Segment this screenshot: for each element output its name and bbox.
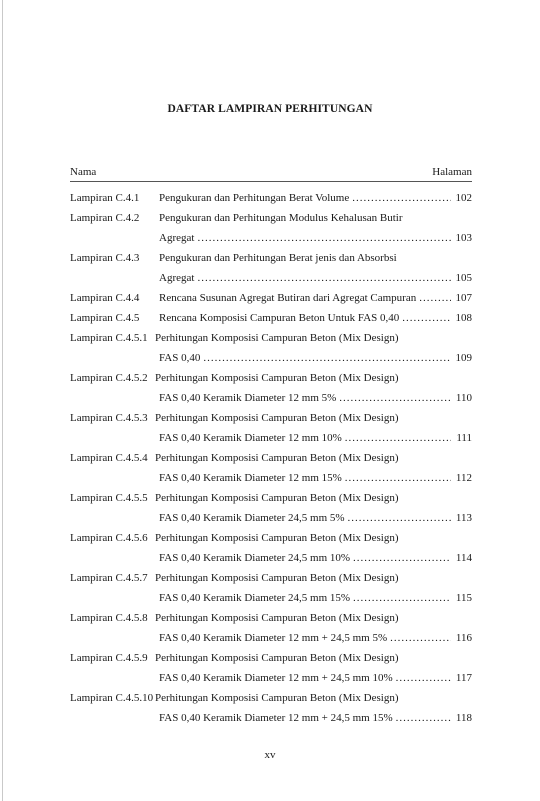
appendix-code: Lampiran C.4.2 — [70, 212, 140, 224]
appendix-entry-line — [159, 191, 472, 205]
appendix-page-number: 105 — [455, 272, 472, 284]
appendix-page-number: 102 — [455, 192, 472, 204]
appendix-entry-line — [159, 291, 472, 305]
appendix-title: Perhitungan Komposisi Campuran Beton (Mix Design) — [155, 572, 399, 584]
dot-leader — [345, 471, 451, 485]
appendix-page-number: 115 — [455, 592, 472, 604]
appendix-title: Perhitungan Komposisi Campuran Beton (Mix Design) — [155, 492, 399, 504]
appendix-title: Perhitungan Komposisi Campuran Beton (Mix Design) — [155, 412, 399, 424]
appendix-page-number: 108 — [455, 312, 472, 324]
dot-leader — [396, 711, 451, 725]
appendix-entry-line — [159, 711, 472, 725]
appendix-title: Agregat — [159, 232, 195, 244]
dot-leader — [197, 231, 451, 245]
appendix-title: Pengukuran dan Perhitungan Berat Volume — [159, 192, 350, 204]
appendix-page-number: 110 — [455, 392, 472, 404]
appendix-code: Lampiran C.4.5.9 — [70, 652, 148, 664]
appendix-page-number: 118 — [455, 712, 472, 724]
appendix-code: Lampiran C.4.5.8 — [70, 612, 148, 624]
header-rule — [70, 181, 472, 182]
dot-leader — [203, 351, 451, 365]
dot-leader — [345, 431, 451, 445]
appendix-entry-line — [159, 271, 472, 285]
appendix-title: Perhitungan Komposisi Campuran Beton (Mix Design) — [155, 532, 399, 544]
appendix-title: FAS 0,40 Keramik Diameter 24,5 mm 15% — [159, 592, 351, 604]
page-edge — [2, 0, 3, 801]
page-title: DAFTAR LAMPIRAN PERHITUNGAN — [167, 103, 373, 115]
appendix-title: Perhitungan Komposisi Campuran Beton (Mix Design) — [155, 332, 399, 344]
appendix-title: FAS 0,40 Keramik Diameter 12 mm + 24,5 mm 5% — [159, 632, 388, 644]
appendix-title: FAS 0,40 Keramik Diameter 24,5 mm 5% — [159, 512, 345, 524]
appendix-title: Rencana Susunan Agregat Butiran dari Agregat Campuran — [159, 292, 417, 304]
appendix-code: Lampiran C.4.4 — [70, 292, 140, 304]
page-column-header: Halaman — [432, 166, 472, 178]
appendix-title: FAS 0,40 Keramik Diameter 12 mm 15% — [159, 472, 342, 484]
appendix-page-number: 103 — [455, 232, 472, 244]
appendix-page-number: 113 — [455, 512, 472, 524]
appendix-entry-line — [159, 391, 472, 405]
appendix-code: Lampiran C.4.5.4 — [70, 452, 148, 464]
appendix-title: Perhitungan Komposisi Campuran Beton (Mix Design) — [155, 372, 399, 384]
appendix-title: Agregat — [159, 272, 195, 284]
appendix-title: FAS 0,40 Keramik Diameter 12 mm + 24,5 mm 15% — [159, 712, 393, 724]
appendix-page-number: 107 — [455, 292, 472, 304]
appendix-title: FAS 0,40 — [159, 352, 201, 364]
appendix-title: Perhitungan Komposisi Campuran Beton (Mix Design) — [155, 612, 399, 624]
dot-leader — [348, 511, 451, 525]
appendix-title: Pengukuran dan Perhitungan Berat jenis dan Absorbsi — [159, 252, 397, 264]
appendix-entry-line — [159, 631, 472, 645]
appendix-entry-line — [159, 231, 472, 245]
appendix-code: Lampiran C.4.5.6 — [70, 532, 148, 544]
appendix-title: Perhitungan Komposisi Campuran Beton (Mix Design) — [155, 652, 399, 664]
appendix-page-number: 116 — [455, 632, 472, 644]
dot-leader — [402, 311, 451, 325]
dot-leader — [390, 631, 451, 645]
appendix-title: FAS 0,40 Keramik Diameter 24,5 mm 10% — [159, 552, 351, 564]
appendix-code: Lampiran C.4.5.1 — [70, 332, 148, 344]
appendix-code: Lampiran C.4.5.10 — [70, 692, 154, 704]
appendix-entry-line — [159, 431, 472, 445]
page-number: xv — [264, 749, 276, 761]
appendix-entry-line — [159, 351, 472, 365]
appendix-entry-line — [159, 471, 472, 485]
appendix-page-number: 111 — [456, 432, 472, 444]
appendix-entry-line — [159, 511, 472, 525]
appendix-page-number: 112 — [455, 472, 472, 484]
appendix-page-number: 114 — [455, 552, 472, 564]
name-column-header: Nama — [70, 166, 97, 178]
dot-leader — [396, 671, 451, 685]
appendix-title: Pengukuran dan Perhitungan Modulus Kehalusan Butir — [159, 212, 403, 224]
dot-leader — [353, 591, 451, 605]
appendix-title: FAS 0,40 Keramik Diameter 12 mm + 24,5 mm 10% — [159, 672, 393, 684]
appendix-code: Lampiran C.4.1 — [70, 192, 140, 204]
appendix-title: Perhitungan Komposisi Campuran Beton (Mix Design) — [155, 452, 399, 464]
appendix-page-number: 117 — [455, 672, 472, 684]
dot-leader — [352, 191, 451, 205]
appendix-entry-line — [159, 591, 472, 605]
appendix-title: FAS 0,40 Keramik Diameter 12 mm 10% — [159, 432, 342, 444]
appendix-title: FAS 0,40 Keramik Diameter 12 mm 5% — [159, 392, 337, 404]
appendix-code: Lampiran C.4.5.5 — [70, 492, 148, 504]
appendix-code: Lampiran C.4.5.2 — [70, 372, 148, 384]
dot-leader — [419, 291, 451, 305]
appendix-code: Lampiran C.4.5.3 — [70, 412, 148, 424]
dot-leader — [353, 551, 451, 565]
appendix-page-number: 109 — [455, 352, 472, 364]
appendix-title: Perhitungan Komposisi Campuran Beton (Mix Design) — [155, 692, 399, 704]
dot-leader — [197, 271, 451, 285]
appendix-code: Lampiran C.4.3 — [70, 252, 140, 264]
appendix-code: Lampiran C.4.5 — [70, 312, 140, 324]
appendix-code: Lampiran C.4.5.7 — [70, 572, 148, 584]
appendix-title: Rencana Komposisi Campuran Beton Untuk FAS 0,40 — [159, 312, 400, 324]
appendix-entry-line — [159, 311, 472, 325]
appendix-entry-line — [159, 671, 472, 685]
appendix-entry-line — [159, 551, 472, 565]
dot-leader — [339, 391, 451, 405]
